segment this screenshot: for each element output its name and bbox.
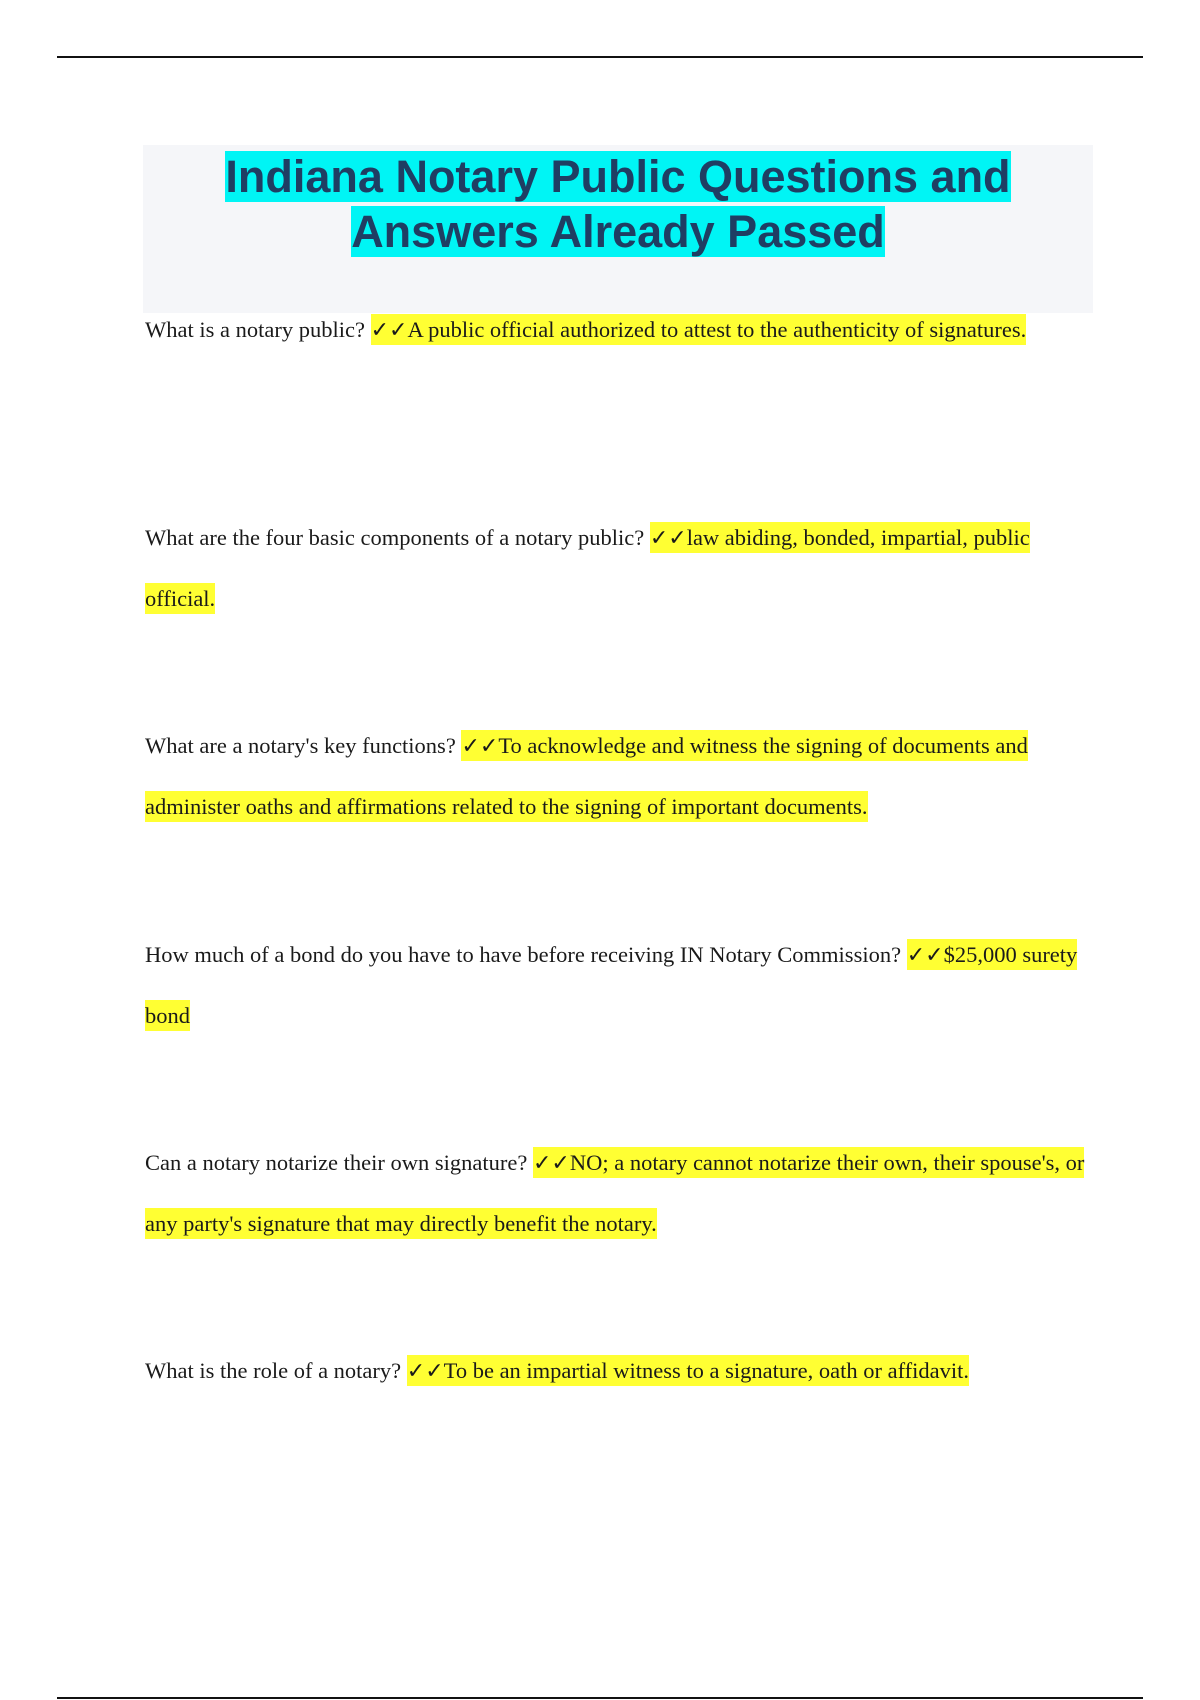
check-mark-icon: ✓✓ [370,318,408,343]
top-rule [57,56,1143,58]
answer-text: To acknowledge and witness the signing of documents and administer oaths and affirmations related to the signing of important documents. [145,733,1028,819]
qa-item [145,716,1090,837]
qa-item [145,508,1090,629]
qa-item [145,1133,1090,1254]
check-mark-icon: ✓✓ [406,1359,444,1384]
check-mark-icon: ✓✓ [461,734,499,759]
answer-text: law abiding, bonded, impartial, public official. [145,525,1030,611]
check-mark-icon: ✓✓ [906,943,944,968]
question-text: How much of a bond do you have to have before receiving IN Notary Commission? [145,942,902,967]
check-mark-icon: ✓✓ [649,526,687,551]
answer-text: NO; a notary cannot notarize their own, their spouse's, or any party's signature that may directly benefit the notary. [145,1150,1085,1236]
question-text: What is the role of a notary? [145,1358,402,1383]
answer-text: To be an impartial witness to a signature, oath or affidavit. [443,1358,970,1383]
answer-text: $25,000 surety bond [145,942,1078,1028]
answer-text: A public official authorized to attest to the authenticity of signatures. [407,317,1027,342]
qa-item [145,1341,1090,1402]
check-mark-icon: ✓✓ [532,1151,570,1176]
question-text: What are the four basic components of a notary public? [145,525,645,550]
qa-item [145,925,1090,1046]
question-text: What are a notary's key functions? [145,733,456,758]
title-block [143,145,1093,313]
qa-item [145,300,1090,361]
bottom-rule [57,1697,1143,1699]
document-title: Indiana Notary Public Questions and Answers Already Passed [225,151,1011,257]
question-text: Can a notary notarize their own signature? [145,1150,528,1175]
answer-highlight [407,1355,969,1386]
question-text: What is a notary public? [145,317,365,342]
answer-highlight [371,314,1027,345]
